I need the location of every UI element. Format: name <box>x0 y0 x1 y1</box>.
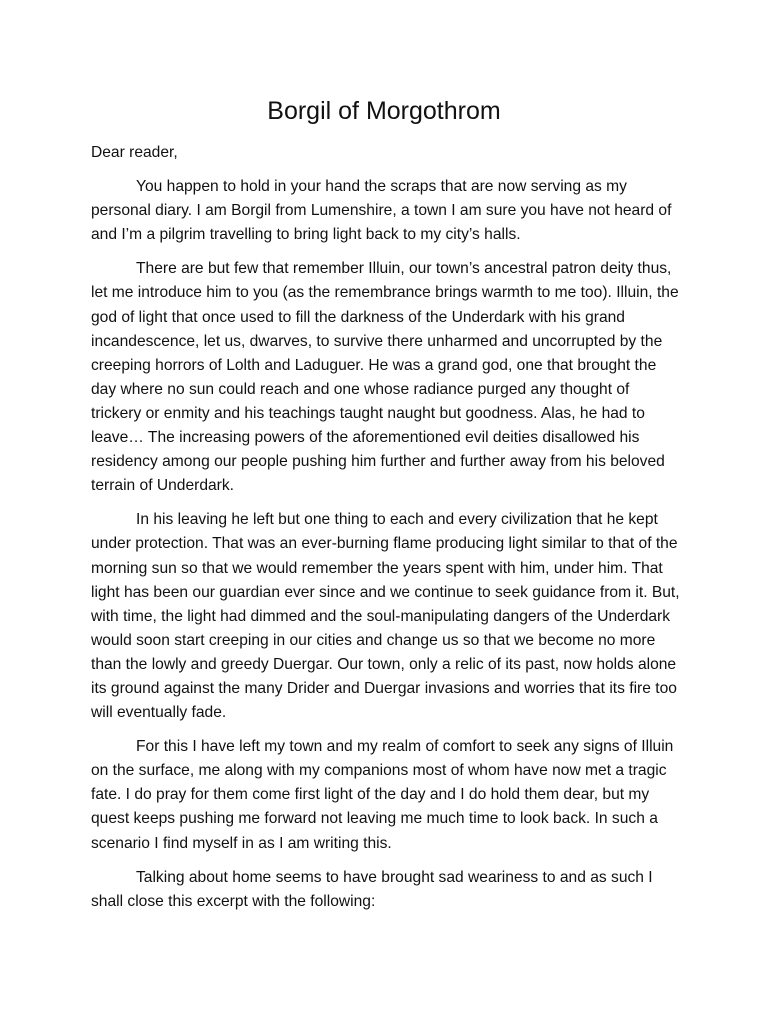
paragraph-3: In his leaving he left but one thing to each and every civilization that he kept under protection. That was an ever-burning flame producing light similar to that of the morning sun so that we would remember the years spent with him, under him. That light has been our guardian ever since and we continue to seek guidance from it. But, with time, the light had dimmed and the soul-manipulating dangers of the Underdark would soon start creeping in our cities and change us so that we become no more than the lowly and greedy Duergar. Our town, only a relic of its past, now holds alone its ground against the many Drider and Duergar invasions and worries that its fire too will eventually fade. <box>91 511 680 722</box>
document-title: Borgil of Morgothrom <box>267 97 501 125</box>
paragraph-1: You happen to hold in your hand the scraps that are now serving as my personal diary. I am Borgil from Lumenshire, a town I am sure you have not heard of and I’m a pilgrim travelling to bring light back to my city’s halls. <box>91 178 672 244</box>
paragraph-2: There are but few that remember Illuin, our town’s ancestral patron deity thus, let me introduce him to you (as the remembrance brings warmth to me too). Illuin, the god of light that once used to fill the darkness of the Underdark with his grand incandescence, let us, dwarves, to survive there unharmed and uncorrupted by the creeping horrors of Lolth and Laduguer. He was a grand god, one that brought the day where no sun could reach and one whose radiance purged any thought of trickery or enmity and his teachings taught naught but goodness. Alas, he had to leave… The increasing powers of the aforementioned evil deities disallowed his residency among our people pushing him further and further away from his beloved terrain of Underdark. <box>91 260 679 495</box>
paragraph-5: Talking about home seems to have brought sad weariness to and as such I shall close this excerpt with the following: <box>91 868 653 910</box>
document-body <box>91 141 681 924</box>
paragraph-4: For this I have left my town and my realm of comfort to seek any signs of Illuin on the surface, me along with my companions most of whom have now met a tragic fate. I do pray for them come first light of the day and I do hold them dear, but my quest keeps pushing me forward not leaving me much time to look back. In such a scenario I find myself in as I am writing this. <box>91 738 674 852</box>
salutation: Dear reader, <box>91 144 178 161</box>
